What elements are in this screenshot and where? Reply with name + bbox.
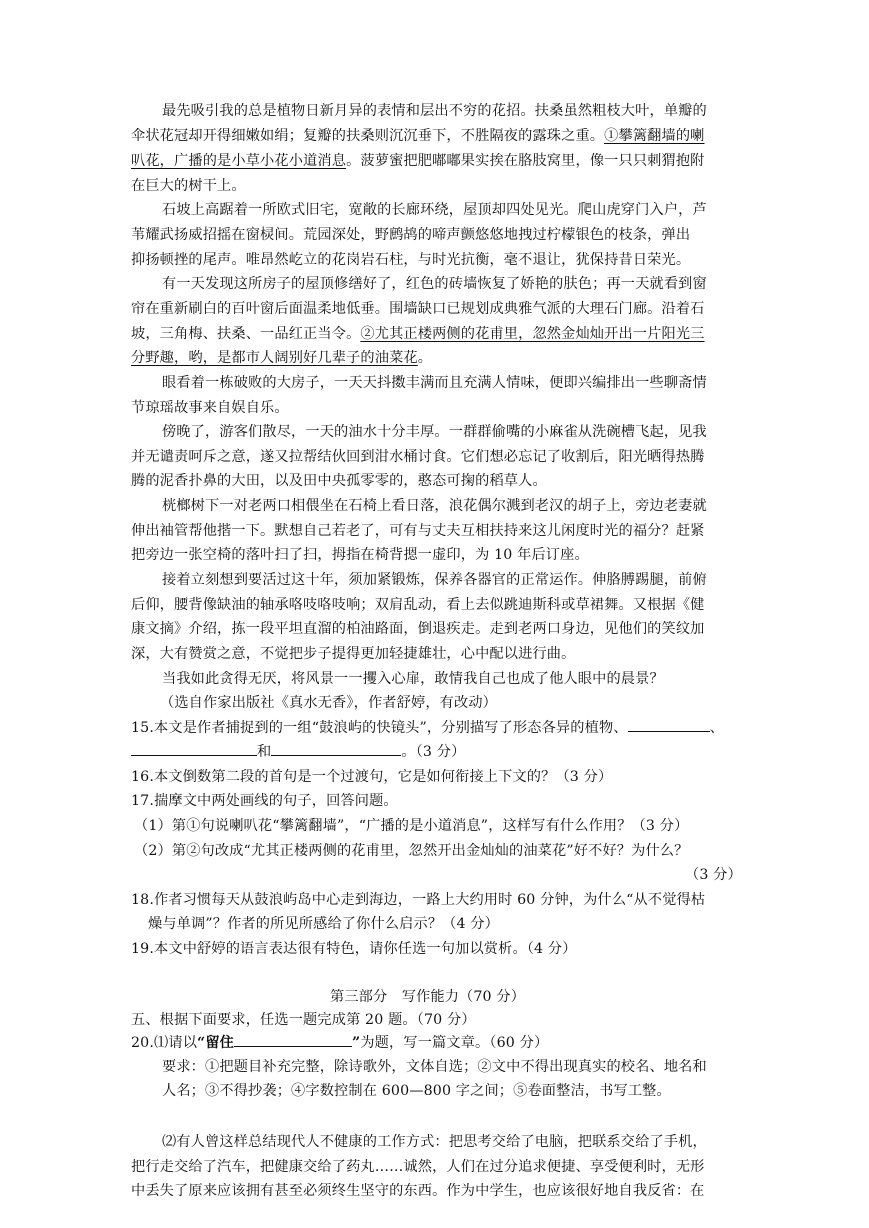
passage-line: 并无谴责呵斥之意，遂又拉帮结伙回到泔水桶讨食。它们想必忘记了收割后，阳光晒得热腾 [131, 449, 705, 465]
question-17-2-score: （3 分） [685, 867, 742, 883]
passage-line [131, 347, 432, 369]
question-18: 18.作者习惯每天从鼓浪屿岛中心走到海边，一路上大约用时 60 分钟，为什么“从不觉得枯 [131, 892, 706, 908]
passage-line: 伸出袖管帮他揩一下。默想自己若老了，可有与丈夫互相扶持来这儿闲度时光的福分？赶紧 [131, 523, 705, 539]
passage-line: 把旁边一张空椅的落叶扫了扫，拇指在椅背摁一虚印，为 10 年后订座。 [131, 547, 589, 563]
question-17: 17.揣摩文中两处画线的句子，回答问题。 [131, 793, 398, 809]
passage-line: 后仰，腰背像缺油的轴承咯吱咯吱响；双肩乱动，看上去似跳迪斯科或草裙舞。又根据《健 [131, 597, 705, 613]
passage-line [131, 125, 705, 147]
answer-blank[interactable] [131, 741, 257, 756]
question-17-1: （1）第①句说喇叭花“攀篱翻墙”，“广播的是小道消息”，这样写有什么作用？（3 分） [134, 818, 689, 834]
passage-line: 节琼瑶故事来自娱自乐。 [131, 400, 289, 416]
option-2-line: ⑵有人曾这样总结现代人不健康的工作方式：把思考交给了电脑，把联系交给了手机， [162, 1134, 707, 1150]
question-15 [131, 717, 724, 739]
question-20 [131, 1032, 548, 1054]
bold-title-prompt: “留住 [197, 1035, 235, 1051]
text-span: 伞状花冠却开得细嫩如绢；复瓣的扶桑则沉沉垂下，不胜隔夜的露珠之重。 [131, 128, 605, 144]
passage-line: 接着立刻想到要活过这十年，须加紧锻炼，保养各器官的正常运作。伸胳膊踢腿，前俯 [162, 572, 707, 588]
text-span: 为题，写一篇文章。（60 分） [360, 1035, 549, 1051]
answer-blank[interactable] [271, 741, 401, 756]
text-span: 。（3 分） [401, 744, 466, 760]
text-span: 15.本文是作者捕捉到的一组“鼓浪屿的快镜头”，分别描写了形态各异的植物、 [131, 720, 628, 736]
passage-line: 傍晚了，游客们散尽，一天的油水十分丰厚。一群群偷嘴的小麻雀从洗碗槽飞起，见我 [162, 424, 707, 440]
option-2-line: 把行走交给了汽车，把健康交给了药丸……诚然，人们在过分追求便捷、享受便利时，无形 [131, 1159, 705, 1175]
source-note: （选自作家出版社《真水无香》，作者舒婷，有改动） [160, 695, 498, 711]
part-title: 第三部分 写作能力（70 分） [330, 989, 526, 1005]
underlined-sentence-2-cont: 分野趣，哟，是都市人阔别好几辈子的油菜花 [131, 350, 418, 366]
title-blank[interactable] [234, 1032, 352, 1047]
text-span: 。菠萝蜜把肥嘟嘟果实挨在胳肢窝里，像一只只刺猬抱附 [346, 153, 705, 169]
question-17-2: （2）第②句改成“尤其正楼两侧的花甫里，忽然开出金灿灿的油菜花”好不好？为什么？ [134, 843, 689, 859]
underlined-sentence-1-cont: 叭花，广播的是小草小花小道消息 [131, 153, 347, 169]
passage-line: 深，大有赞赏之意，不觉把步子提得更加轻捷雄壮，心中配以进行曲。 [131, 646, 576, 662]
text-span: 、 [709, 720, 724, 736]
underlined-sentence-1: ①攀篱翻墙的喇 [604, 128, 705, 144]
passage-line: 苇耀武扬威招摇在窗棂间。荒园深处，野鹧鸪的啼声颤悠悠地拽过柠檬银色的枝条，弹出 [131, 227, 691, 243]
question-15-cont [131, 741, 465, 763]
text-span: 和 [257, 744, 272, 760]
option-2-line: 中丢失了原来应该拥有甚至必须终生坚守的东西。作为中学生，也应该很好地自我反省：在 [131, 1183, 705, 1199]
question-19: 19.本文中舒婷的语言表达很有特色，请你任选一句加以赏析。（4 分） [131, 941, 577, 957]
text-span: 坡，三角梅、扶桑、一品红正当令。 [131, 326, 361, 342]
passage-line: 抑扬顿挫的尾声。唯昂然屹立的花岗岩石柱，与时光抗衡，毫不退让，犹保持昔日荣光。 [131, 252, 691, 268]
passage-line: 有一天发现这所房子的屋顶修缮好了，红色的砖墙恢复了娇艳的肤色；再一天就看到窗 [162, 276, 707, 292]
question-16: 16.本文倒数第二段的首句是一个过渡句，它是如何衔接上下文的？（3 分） [131, 769, 613, 785]
text-span: ” [352, 1035, 361, 1051]
requirements: 要求：①把题目补充完整，除诗歌外，文体自选；②文中不得出现真实的校名、地名和 [162, 1059, 707, 1075]
passage-line [131, 150, 705, 172]
passage-line: 腾的泥香扑鼻的大田，以及田中央孤零零的，憨态可掬的稻草人。 [131, 473, 547, 489]
underlined-sentence-2: ②尤其正楼两侧的花甫里，忽然金灿灿开出一片阳光三 [360, 326, 705, 342]
passage-line: 在巨大的树干上。 [131, 178, 246, 194]
passage-line: 当我如此贪得无厌，将风景一一攫入心扉，敢情我自己也成了他人眼中的晨景？ [162, 671, 664, 687]
passage-line: 最先吸引我的总是植物日新月异的表情和层出不穷的花招。扶桑虽然粗枝大叶，单瓣的 [162, 103, 707, 119]
text-span: 。 [417, 350, 433, 366]
requirements-cont: 人名；③不得抄袭；④字数控制在 600—800 字之间；⑤卷面整洁，书写工整。 [162, 1083, 671, 1099]
section-5-heading: 五、根据下面要求，任选一题完成第 20 题。（70 分） [131, 1012, 476, 1028]
passage-line: 眼看着一栋破败的大房子，一天天抖擞丰满而且充满人情味，便即兴编排出一些聊斋情 [162, 375, 707, 391]
passage-line: 石坡上高踞着一所欧式旧宅，宽敞的长廊环绕，屋顶却四处见光。爬山虎穿门入户，芦 [162, 202, 707, 218]
answer-blank[interactable] [628, 717, 710, 732]
text-span: 20.⑴请以 [131, 1035, 198, 1051]
passage-line: 桄榔树下一对老两口相偎坐在石椅上看日落，浪花偶尔溅到老汉的胡子上，旁边老妻就 [162, 498, 707, 514]
passage-line: 帘在重新刷白的百叶窗后面温柔地低垂。围墙缺口已规划成典雅气派的大理石门廊。沿着石 [131, 301, 705, 317]
passage-line: 康文摘》介绍，拣一段平坦直溜的柏油路面，倒退疾走。走到老两口身边，见他们的笑纹加 [131, 621, 705, 637]
passage-line [131, 323, 705, 345]
question-18-cont: 燥与单调”？作者的所见所感给了你什么启示？（4 分） [148, 916, 500, 932]
